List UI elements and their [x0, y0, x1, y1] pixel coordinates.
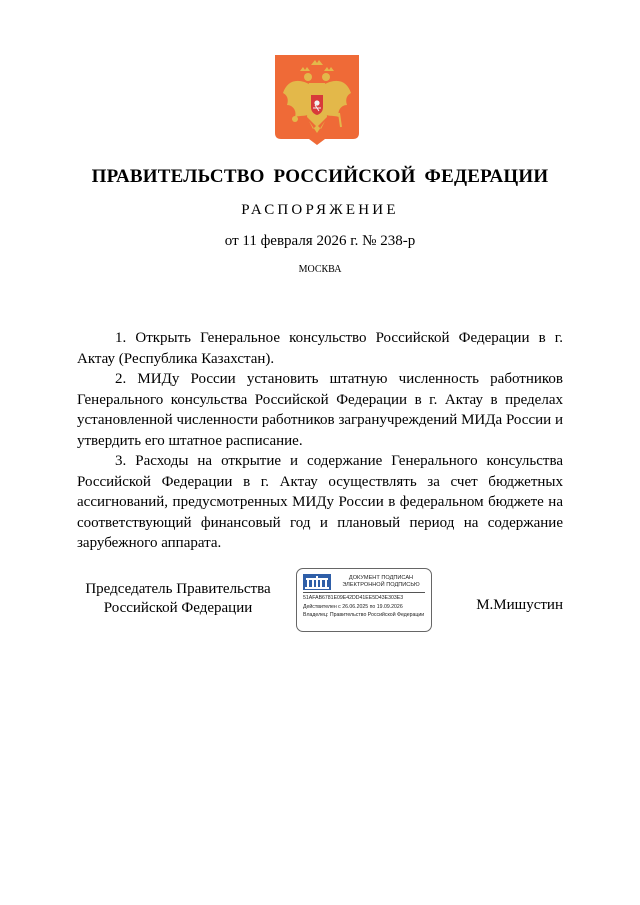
signatory-title-line-1: Председатель Правительства: [85, 581, 271, 597]
electronic-signature-stamp: [296, 568, 432, 632]
russian-coat-of-arms-icon: [275, 55, 359, 145]
stamp-header-line-2: ЭЛЕКТРОННОЙ ПОДПИСЬЮ: [342, 582, 420, 588]
signatory-name: М.Мишустин: [476, 597, 563, 613]
document-type: РАСПОРЯЖЕНИЕ: [241, 202, 399, 218]
government-title: ПРАВИТЕЛЬСТВО РОССИЙСКОЙ ФЕДЕРАЦИИ: [91, 166, 549, 187]
stamp-header-line-1: ДОКУМЕНТ ПОДПИСАН: [348, 575, 414, 581]
document-date-number: от 11 февраля 2026 г. № 238-р: [224, 233, 416, 249]
government-building-icon: [303, 574, 331, 590]
certificate-serial: 51AFAB6781E09E42DD41EE5D43E303E3: [303, 595, 404, 601]
certificate-validity: Действителен с 26.06.2025 по 19.09.2026: [303, 604, 403, 610]
signatory-title-line-2: Российской Федерации: [103, 600, 253, 616]
signatory-title: [78, 580, 278, 618]
stamp-divider: [303, 592, 425, 593]
stamp-header: [335, 575, 427, 589]
order-paragraph-2: 2. МИДу России установить штатную численность работников Генерального консульства Российской Федерации в г. Актау в пределах установленной численности работников загранучреждений МИДа России и утвердить его штатное расписание.: [77, 371, 563, 449]
order-body: [77, 328, 563, 554]
issue-city: МОСКВА: [298, 264, 342, 275]
order-paragraph-3: 3. Расходы на открытие и содержание Генерального консульства Российской Федерации в г. Актау осуществлять за счет бюджетных ассигнований, предусмотренных МИДу России в федеральном бюджете на соответствующий финансовый год и плановый период на содержание зарубежного аппарата.: [77, 453, 563, 551]
certificate-owner: Владелец: Правительство Российской Федерации: [303, 612, 425, 618]
order-paragraph-1: 1. Открыть Генеральное консульство Российской Федерации в г. Актау (Республика Казахстан).: [77, 330, 563, 367]
